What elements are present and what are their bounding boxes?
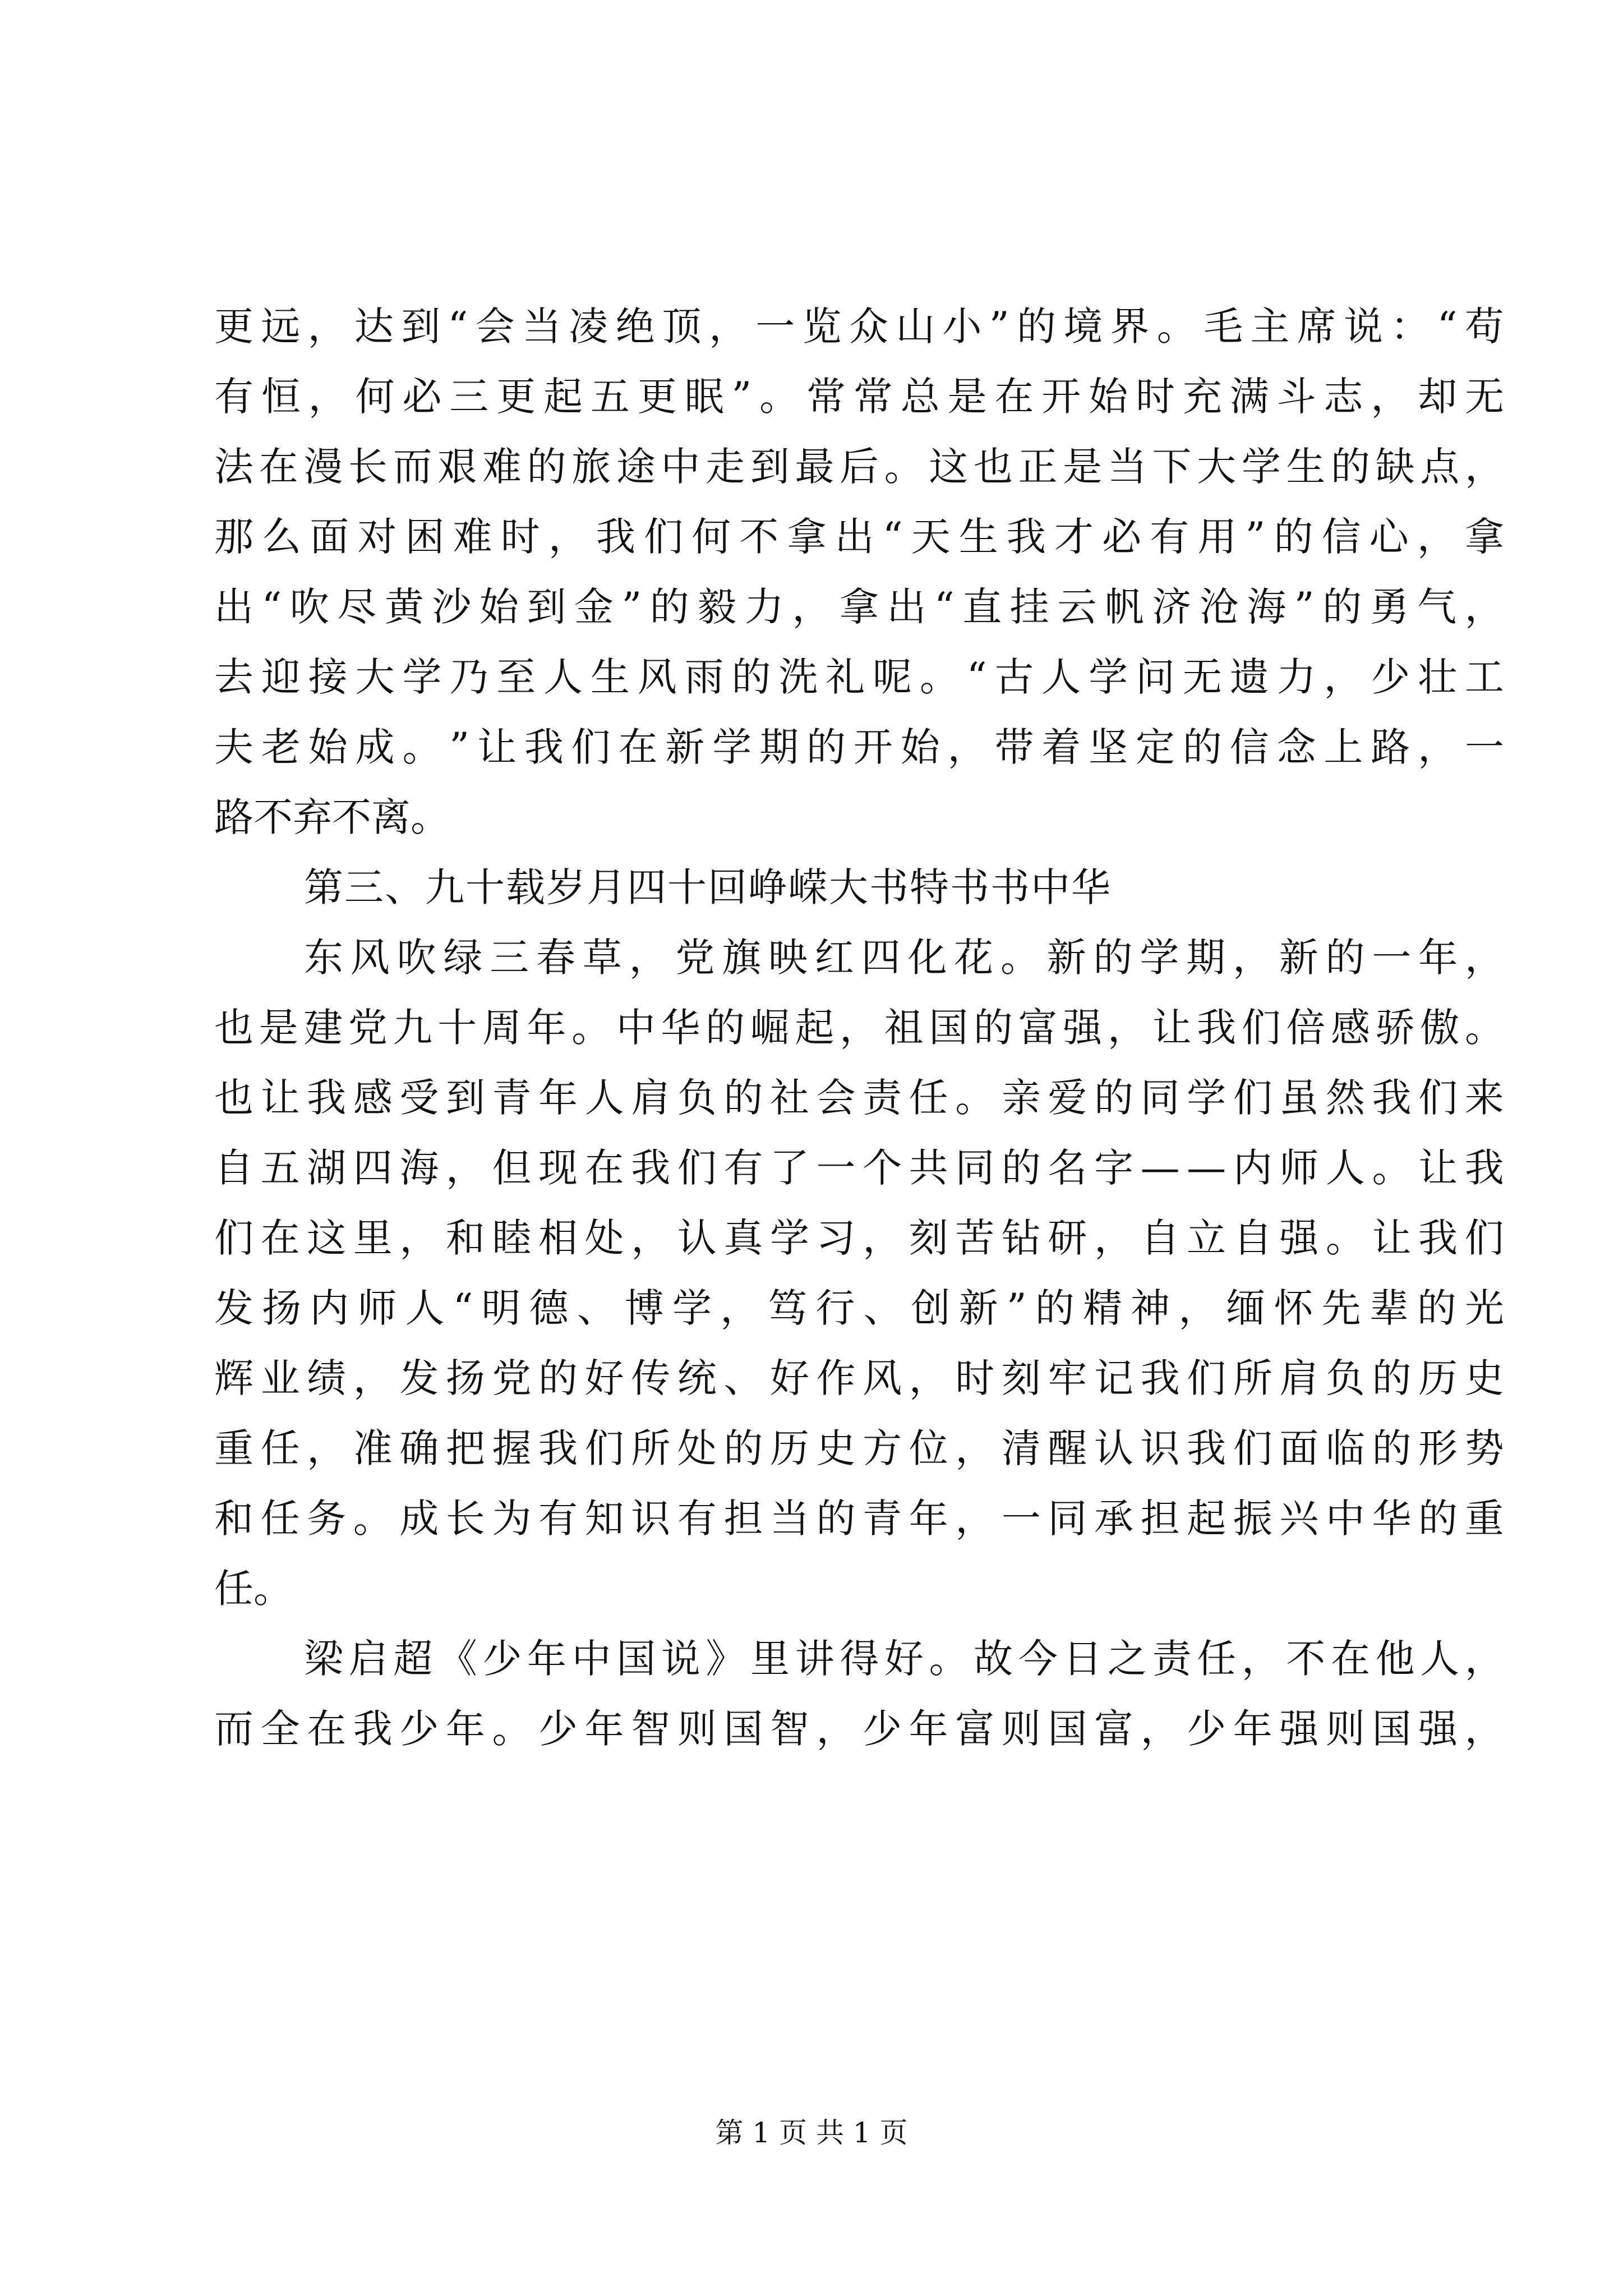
text-line: 夫 老 始 成 。 ” 让 我 们 在 新 学 期 的 开 始 ， 带 着 坚 定 的 信 念 上 路 ， 一 <box>214 724 1504 770</box>
section-heading: 第三、九十载岁月四十回峥嵘大书特书书中华 <box>304 864 1112 910</box>
text-line: 重 任 ， 准 确 把 握 我 们 所 处 的 历 史 方 位 ， 清 醒 认 识 我 们 面 临 的 形 势 <box>214 1425 1504 1471</box>
text-line: 任。 <box>214 1566 293 1612</box>
text-line: 梁 启 超 《 少 年 中 国 说 》 里 讲 得 好 。 故 今 日 之 责 任 ， 不 在 他 人 ， <box>304 1636 1504 1682</box>
text-line: 法 在 漫 长 而 艰 难 的 旅 途 中 走 到 最 后 。 这 也 正 是 当 下 大 学 生 的 缺 点 ， <box>214 444 1504 490</box>
text-line: 有 恒 ， 何 必 三 更 起 五 更 眠 ” 。 常 常 总 是 在 开 始 时 充 满 斗 志 ， 却 无 <box>214 374 1504 420</box>
text-line: 和 任 务 。 成 长 为 有 知 识 有 担 当 的 青 年 ， 一 同 承 担 起 振 兴 中 华 的 重 <box>214 1496 1504 1542</box>
text-line: 也 让 我 感 受 到 青 年 人 肩 负 的 社 会 责 任 。 亲 爱 的 同 学 们 虽 然 我 们 来 <box>214 1075 1504 1121</box>
text-line: 们 在 这 里 ， 和 睦 相 处 ， 认 真 学 习 ， 刻 苦 钻 研 ， 自 立 自 强 。 让 我 们 <box>214 1215 1504 1261</box>
text-line: 路不弃不离。 <box>214 794 450 840</box>
text-line: 出 “ 吹 尽 黄 沙 始 到 金 ” 的 毅 力 ， 拿 出 “ 直 挂 云 帆 济 沧 海 ” 的 勇 气 ， <box>214 584 1504 630</box>
document-body <box>214 292 1504 1764</box>
text-line: 发 扬 内 师 人 “ 明 德 、 博 学 ， 笃 行 、 创 新 ” 的 精 神 ， 缅 怀 先 辈 的 光 <box>214 1285 1504 1331</box>
text-line: 也 是 建 党 九 十 周 年 。 中 华 的 崛 起 ， 祖 国 的 富 强 ， 让 我 们 倍 感 骄 傲 。 <box>214 1005 1504 1051</box>
page-footer: 第 1 页 共 1 页 <box>715 2116 908 2149</box>
text-line: 更 远 ， 达 到 “ 会 当 凌 绝 顶 ， 一 览 众 山 小 ” 的 境 界 。 毛 主 席 说 ： “ 苟 <box>214 303 1504 349</box>
text-line: 东 风 吹 绿 三 春 草 ， 党 旗 映 红 四 化 花 。 新 的 学 期 ， 新 的 一 年 ， <box>304 935 1504 981</box>
text-line: 那 么 面 对 困 难 时 ， 我 们 何 不 拿 出 “ 天 生 我 才 必 有 用 ” 的 信 心 ， 拿 <box>214 514 1504 560</box>
text-line: 自 五 湖 四 海 ， 但 现 在 我 们 有 了 一 个 共 同 的 名 字 — — 内 师 人 。 让 我 <box>214 1145 1504 1191</box>
text-line: 辉 业 绩 ， 发 扬 党 的 好 传 统 、 好 作 风 ， 时 刻 牢 记 我 们 所 肩 负 的 历 史 <box>214 1355 1504 1401</box>
text-line: 去 迎 接 大 学 乃 至 人 生 风 雨 的 洗 礼 呢 。 “ 古 人 学 问 无 遗 力 ， 少 壮 工 <box>214 654 1504 700</box>
text-line: 而 全 在 我 少 年 。 少 年 智 则 国 智 ， 少 年 富 则 国 富 ， 少 年 强 则 国 强 ， <box>214 1706 1504 1752</box>
